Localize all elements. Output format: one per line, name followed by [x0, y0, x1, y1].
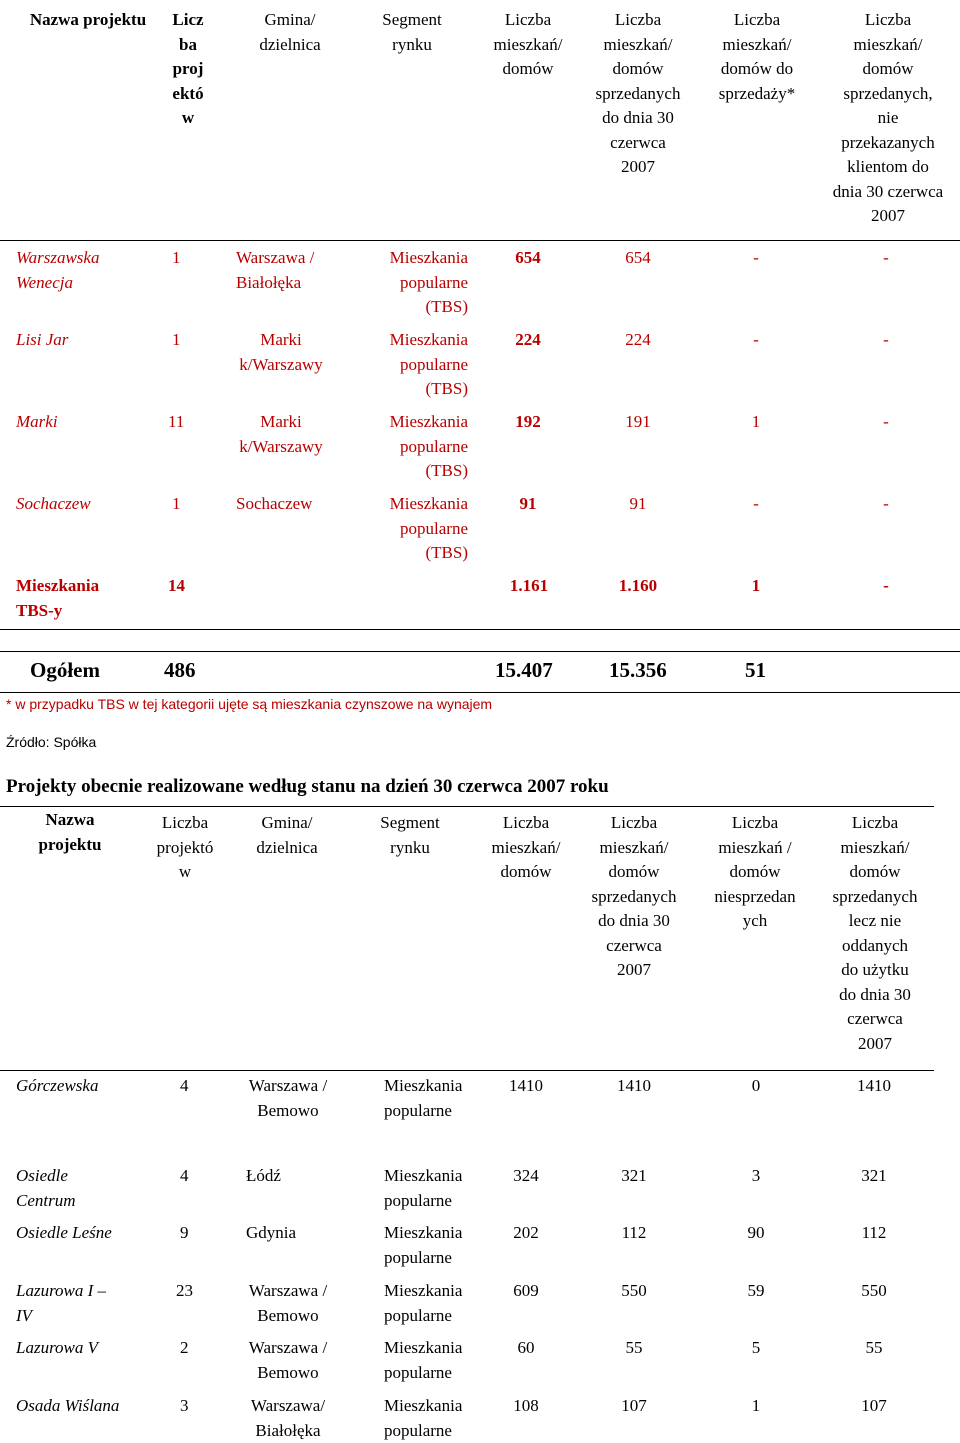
- t1-r4-municipality: Sochaczew: [236, 494, 313, 513]
- t2-header-sold: Liczba mieszkań/ domów sprzedanych do dnia 30 czerwca 2007: [591, 813, 677, 979]
- t1-r3-sold-not-handed: -: [883, 412, 889, 431]
- t2-r1-units: 1410: [509, 1076, 543, 1095]
- t2-r4-segment: Mieszkania popularne: [384, 1281, 463, 1325]
- t1-r1-name: Warszawska Wenecja: [16, 248, 100, 292]
- t1-r2-sold: 224: [625, 330, 651, 349]
- t2-r2-sold-not-delivered: 321: [861, 1166, 887, 1185]
- t2-r2-sold: 321: [621, 1166, 647, 1185]
- t1-subtotal-sold: 1.160: [618, 576, 658, 595]
- t1-header-sold-not-handed: Liczba mieszkań/ domów sprzedanych, nie przekazanych klientom do dnia 30 czerwca 2007: [832, 10, 944, 225]
- t1-header-project-name: Nazwa projektu: [29, 10, 147, 29]
- t1-total-count: 486: [164, 658, 196, 682]
- t1-r1-for-sale: -: [753, 248, 759, 267]
- t2-r6-unsold: 1: [751, 1396, 761, 1415]
- t2-r4-unsold: 59: [747, 1281, 765, 1300]
- t1-r2-units: 224: [515, 330, 541, 349]
- t1-r2-for-sale: -: [753, 330, 759, 349]
- t2-r1-sold: 1410: [617, 1076, 651, 1095]
- t2-r2-municipality: Łódź: [246, 1166, 281, 1185]
- t2-r5-units: 60: [517, 1338, 535, 1357]
- t2-r3-segment: Mieszkania popularne: [384, 1223, 463, 1267]
- t2-r5-name: Lazurowa V: [16, 1338, 99, 1357]
- t1-r4-sold-not-handed: -: [883, 494, 889, 513]
- t1-r3-name: Marki: [16, 412, 58, 431]
- t1-r2-sold-not-handed: -: [883, 330, 889, 349]
- t2-r1-unsold: 0: [751, 1076, 761, 1095]
- t2-header-project-count: Liczba projektó w: [156, 813, 214, 881]
- t2-r3-municipality: Gdynia: [246, 1223, 297, 1242]
- t2-r2-count: 4: [180, 1166, 189, 1185]
- t2-r5-sold-not-delivered: 55: [865, 1338, 883, 1357]
- t2-r1-count: 4: [180, 1076, 189, 1095]
- t2-r3-count: 9: [180, 1223, 189, 1242]
- t1-header-sold: Liczba mieszkań/ domów sprzedanych do dnia 30 czerwca 2007: [595, 10, 681, 176]
- t1-r3-count: 11: [168, 412, 185, 431]
- t1-r2-count: 1: [172, 330, 181, 349]
- t1-r3-units: 192: [515, 412, 541, 431]
- t1-source: Źródło: Spółka: [6, 734, 97, 750]
- t2-r6-units: 108: [513, 1396, 539, 1415]
- t1-header-project-count: Licz ba proj ektó w: [172, 10, 204, 127]
- t2-header-units: Liczba mieszkań/ domów: [491, 813, 561, 881]
- t1-r4-name: Sochaczew: [16, 494, 91, 513]
- t1-header-units: Liczba mieszkań/ domów: [493, 10, 563, 78]
- t2-header-segment: Segment rynku: [380, 813, 440, 857]
- t2-r6-municipality: Warszawa/ Białołęka: [250, 1396, 326, 1440]
- t2-r6-name: Osada Wiślana: [16, 1396, 120, 1415]
- t1-header-segment: Segment rynku: [382, 10, 442, 54]
- t1-r3-municipality: Marki k/Warszawy: [239, 412, 323, 456]
- t2-header-municipality: Gmina/ dzielnica: [256, 813, 318, 857]
- t1-subtotal-for-sale: 1: [751, 576, 761, 595]
- t1-r4-segment: Mieszkania popularne (TBS): [389, 494, 468, 562]
- t2-r4-sold-not-delivered: 550: [861, 1281, 887, 1300]
- t2-r4-name: Lazurowa I – IV: [16, 1281, 107, 1325]
- t1-total-for-sale: 51: [745, 658, 766, 682]
- t1-subtotal-units: 1.161: [509, 576, 549, 595]
- t1-r1-segment: Mieszkania popularne (TBS): [389, 248, 468, 316]
- t2-r3-units: 202: [513, 1223, 539, 1242]
- t2-r3-unsold: 90: [747, 1223, 765, 1242]
- t1-subtotal-label: Mieszkania TBS-y: [16, 576, 100, 620]
- t1-r4-sold: 91: [629, 494, 647, 513]
- t1-r2-name: Lisi Jar: [16, 330, 69, 349]
- t1-r2-municipality: Marki k/Warszawy: [239, 330, 323, 374]
- t1-r1-units: 654: [515, 248, 541, 267]
- t1-r3-segment: Mieszkania popularne (TBS): [389, 412, 468, 480]
- t2-r6-sold: 107: [621, 1396, 647, 1415]
- t2-r5-count: 2: [180, 1338, 189, 1357]
- t2-r5-segment: Mieszkania popularne: [384, 1338, 463, 1382]
- t1-r1-count: 1: [172, 248, 181, 267]
- t2-r6-count: 3: [180, 1396, 189, 1415]
- t2-r2-units: 324: [513, 1166, 539, 1185]
- t2-r1-municipality: Warszawa / Bemowo: [248, 1076, 328, 1120]
- t1-r1-sold-not-handed: -: [883, 248, 889, 267]
- t2-r6-segment: Mieszkania popularne: [384, 1396, 463, 1440]
- t1-total-sold: 15.356: [609, 658, 667, 682]
- t2-r5-unsold: 5: [751, 1338, 761, 1357]
- t1-r4-for-sale: -: [753, 494, 759, 513]
- t2-r4-count: 23: [176, 1281, 193, 1300]
- t2-r2-name: Osiedle Centrum: [16, 1166, 76, 1210]
- t1-footnote: * w przypadku TBS w tej kategorii ujęte są mieszkania czynszowe na wynajem: [6, 696, 493, 712]
- t1-total-label: Ogółem: [30, 658, 100, 682]
- t2-r6-sold-not-delivered: 107: [861, 1396, 887, 1415]
- t1-total-units: 15.407: [495, 658, 553, 682]
- t2-r1-segment: Mieszkania popularne: [384, 1076, 463, 1120]
- t2-header-sold-not-delivered: Liczba mieszkań/ domów sprzedanych lecz nie oddanych do użytku do dnia 30 czerwca 2007: [832, 813, 918, 1053]
- t2-title: Projekty obecnie realizowane według stanu na dzień 30 czerwca 2007 roku: [6, 776, 609, 797]
- t2-r5-municipality: Warszawa / Bemowo: [248, 1338, 328, 1382]
- t1-r1-sold: 654: [625, 248, 651, 267]
- t1-r2-segment: Mieszkania popularne (TBS): [389, 330, 468, 398]
- t1-r1-municipality: Warszawa / Białołęka: [236, 248, 315, 292]
- t2-r3-sold-not-delivered: 112: [861, 1223, 887, 1242]
- t2-r3-sold: 112: [621, 1223, 647, 1242]
- t2-header-unsold: Liczba mieszkań / domów niesprzedan ych: [714, 813, 796, 930]
- t1-r4-units: 91: [519, 494, 537, 513]
- t1-header-for-sale: Liczba mieszkań/ domów do sprzedaży*: [718, 10, 796, 103]
- t2-r2-unsold: 3: [751, 1166, 761, 1185]
- t2-r4-municipality: Warszawa / Bemowo: [248, 1281, 328, 1325]
- t2-r3-name: Osiedle Leśne: [16, 1223, 112, 1242]
- t1-subtotal-sold-not-handed: -: [883, 576, 889, 595]
- t2-r4-sold: 550: [621, 1281, 647, 1300]
- t2-r2-segment: Mieszkania popularne: [384, 1166, 463, 1210]
- t1-r4-count: 1: [172, 494, 181, 513]
- t1-subtotal-count: 14: [168, 576, 185, 595]
- t2-r1-sold-not-delivered: 1410: [857, 1076, 891, 1095]
- t1-r3-for-sale: 1: [751, 412, 761, 431]
- t2-header-project-name: Nazwa projektu: [38, 810, 102, 854]
- t1-r3-sold: 191: [625, 412, 651, 431]
- t2-r1-name: Górczewska: [16, 1076, 99, 1095]
- t1-header-municipality: Gmina/ dzielnica: [259, 10, 321, 54]
- t2-r4-units: 609: [513, 1281, 539, 1300]
- t2-r5-sold: 55: [625, 1338, 643, 1357]
